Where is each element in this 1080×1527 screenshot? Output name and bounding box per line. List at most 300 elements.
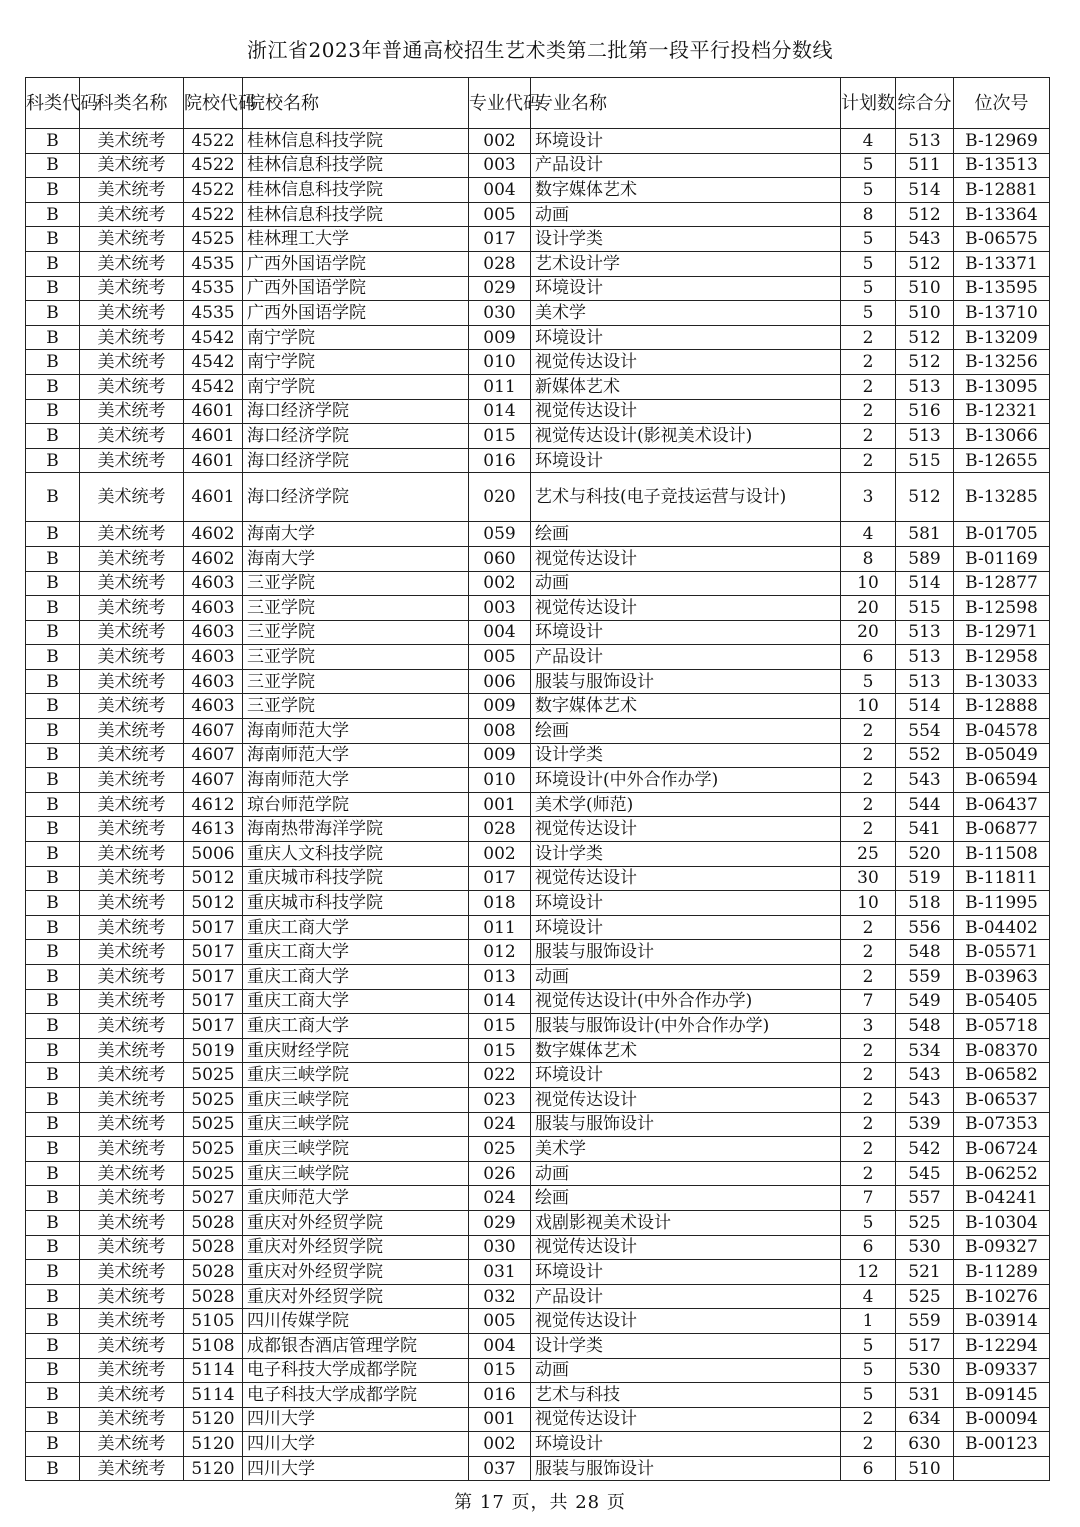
cell-school-name: 电子科技大学成都学院 <box>243 1383 469 1408</box>
cell-plan: 5 <box>841 669 896 694</box>
cell-subject-code: B <box>26 1161 80 1186</box>
header-major-code: 专业代码 <box>469 78 531 129</box>
cell-school-code: 5025 <box>184 1161 243 1186</box>
cell-major-name: 服装与服饰设计 <box>531 1112 841 1137</box>
header-plan: 计划数 <box>841 78 896 129</box>
cell-school-name: 桂林信息科技学院 <box>243 202 469 227</box>
cell-score: 512 <box>896 251 954 276</box>
table-row <box>26 1383 1050 1408</box>
cell-rank: B-11508 <box>954 842 1050 867</box>
cell-school-code: 5025 <box>184 1112 243 1137</box>
cell-plan: 30 <box>841 866 896 891</box>
cell-plan: 2 <box>841 940 896 965</box>
header-subject-name: 科类名称 <box>80 78 184 129</box>
table-row <box>26 1063 1050 1088</box>
table-row <box>26 473 1050 522</box>
cell-school-name: 三亚学院 <box>243 620 469 645</box>
cell-score: 548 <box>896 940 954 965</box>
table-row <box>26 1333 1050 1358</box>
table-row <box>26 1432 1050 1457</box>
cell-subject-name: 美术统考 <box>80 251 184 276</box>
cell-school-code: 5017 <box>184 989 243 1014</box>
table-row <box>26 374 1050 399</box>
cell-subject-code: B <box>26 1186 80 1211</box>
cell-school-code: 5025 <box>184 1063 243 1088</box>
cell-score: 510 <box>896 276 954 301</box>
table-row <box>26 866 1050 891</box>
cell-score: 548 <box>896 1014 954 1039</box>
cell-rank: B-07353 <box>954 1112 1050 1137</box>
cell-subject-code: B <box>26 301 80 326</box>
cell-plan: 2 <box>841 768 896 793</box>
cell-rank: B-05405 <box>954 989 1050 1014</box>
cell-score: 556 <box>896 915 954 940</box>
cell-school-code: 5012 <box>184 866 243 891</box>
cell-subject-code: B <box>26 1358 80 1383</box>
cell-school-code: 4607 <box>184 768 243 793</box>
table-row <box>26 251 1050 276</box>
table-row <box>26 202 1050 227</box>
cell-subject-name: 美术统考 <box>80 669 184 694</box>
cell-school-name: 海南师范大学 <box>243 768 469 793</box>
cell-subject-name: 美术统考 <box>80 1186 184 1211</box>
cell-subject-name: 美术统考 <box>80 1358 184 1383</box>
cell-score: 521 <box>896 1260 954 1285</box>
cell-rank: B-09337 <box>954 1358 1050 1383</box>
cell-school-name: 广西外国语学院 <box>243 276 469 301</box>
cell-major-code: 031 <box>469 1260 531 1285</box>
cell-major-name: 产品设计 <box>531 645 841 670</box>
cell-school-name: 重庆城市科技学院 <box>243 866 469 891</box>
cell-subject-code: B <box>26 399 80 424</box>
cell-major-name: 视觉传达设计 <box>531 1087 841 1112</box>
table-row <box>26 965 1050 990</box>
cell-plan: 2 <box>841 1161 896 1186</box>
cell-school-name: 海口经济学院 <box>243 448 469 473</box>
cell-score: 554 <box>896 719 954 744</box>
cell-rank: B-13095 <box>954 374 1050 399</box>
cell-plan: 2 <box>841 1407 896 1432</box>
cell-rank: B-11995 <box>954 891 1050 916</box>
cell-major-code: 002 <box>469 1432 531 1457</box>
cell-school-name: 重庆师范大学 <box>243 1186 469 1211</box>
cell-major-code: 016 <box>469 1383 531 1408</box>
cell-major-code: 005 <box>469 1309 531 1334</box>
cell-rank: B-00123 <box>954 1432 1050 1457</box>
cell-subject-code: B <box>26 1235 80 1260</box>
cell-score: 541 <box>896 817 954 842</box>
cell-major-code: 029 <box>469 1210 531 1235</box>
cell-rank: B-06252 <box>954 1161 1050 1186</box>
cell-major-name: 环境设计 <box>531 1432 841 1457</box>
cell-school-name: 重庆三峡学院 <box>243 1137 469 1162</box>
cell-score: 515 <box>896 596 954 621</box>
cell-rank: B-12877 <box>954 571 1050 596</box>
cell-school-code: 5012 <box>184 891 243 916</box>
cell-major-name: 新媒体艺术 <box>531 374 841 399</box>
cell-school-code: 4542 <box>184 350 243 375</box>
cell-major-name: 戏剧影视美术设计 <box>531 1210 841 1235</box>
cell-school-name: 海南大学 <box>243 546 469 571</box>
cell-subject-code: B <box>26 350 80 375</box>
cell-major-code: 014 <box>469 399 531 424</box>
table-row <box>26 1210 1050 1235</box>
table-row <box>26 129 1050 154</box>
cell-school-name: 南宁学院 <box>243 350 469 375</box>
cell-major-name: 动画 <box>531 571 841 596</box>
cell-major-code: 008 <box>469 719 531 744</box>
cell-rank: B-06724 <box>954 1137 1050 1162</box>
cell-school-name: 广西外国语学院 <box>243 301 469 326</box>
cell-school-code: 4603 <box>184 645 243 670</box>
cell-school-code: 5028 <box>184 1210 243 1235</box>
table-body <box>26 129 1050 1481</box>
cell-score: 517 <box>896 1333 954 1358</box>
cell-subject-code: B <box>26 1333 80 1358</box>
cell-subject-code: B <box>26 842 80 867</box>
cell-major-code: 009 <box>469 694 531 719</box>
header-score: 综合分 <box>896 78 954 129</box>
cell-school-code: 4602 <box>184 522 243 547</box>
cell-plan: 5 <box>841 251 896 276</box>
cell-subject-code: B <box>26 325 80 350</box>
cell-subject-name: 美术统考 <box>80 473 184 522</box>
cell-major-code: 005 <box>469 645 531 670</box>
cell-subject-name: 美术统考 <box>80 891 184 916</box>
table-row <box>26 940 1050 965</box>
cell-subject-code: B <box>26 1038 80 1063</box>
cell-school-code: 4613 <box>184 817 243 842</box>
cell-subject-code: B <box>26 891 80 916</box>
cell-school-name: 南宁学院 <box>243 325 469 350</box>
table-row <box>26 178 1050 203</box>
cell-plan: 10 <box>841 891 896 916</box>
table-row <box>26 817 1050 842</box>
cell-rank: B-12971 <box>954 620 1050 645</box>
cell-score: 511 <box>896 153 954 178</box>
cell-subject-code: B <box>26 178 80 203</box>
cell-major-name: 视觉传达设计 <box>531 817 841 842</box>
cell-subject-code: B <box>26 669 80 694</box>
cell-major-name: 设计学类 <box>531 842 841 867</box>
cell-major-code: 060 <box>469 546 531 571</box>
cell-subject-code: B <box>26 1112 80 1137</box>
cell-major-name: 动画 <box>531 1161 841 1186</box>
cell-school-code: 5017 <box>184 965 243 990</box>
cell-subject-code: B <box>26 645 80 670</box>
cell-subject-code: B <box>26 1260 80 1285</box>
cell-major-name: 环境设计 <box>531 1260 841 1285</box>
cell-major-code: 006 <box>469 669 531 694</box>
cell-major-code: 023 <box>469 1087 531 1112</box>
cell-rank: B-13710 <box>954 301 1050 326</box>
cell-subject-name: 美术统考 <box>80 915 184 940</box>
cell-rank: B-12655 <box>954 448 1050 473</box>
cell-school-name: 重庆三峡学院 <box>243 1087 469 1112</box>
cell-school-code: 4603 <box>184 620 243 645</box>
cell-subject-code: B <box>26 792 80 817</box>
cell-subject-code: B <box>26 251 80 276</box>
cell-school-code: 4601 <box>184 473 243 522</box>
cell-rank: B-03914 <box>954 1309 1050 1334</box>
table-row <box>26 915 1050 940</box>
cell-score: 516 <box>896 399 954 424</box>
cell-subject-code: B <box>26 1210 80 1235</box>
cell-school-code: 4522 <box>184 178 243 203</box>
cell-rank: B-05571 <box>954 940 1050 965</box>
cell-rank: B-06582 <box>954 1063 1050 1088</box>
table-row <box>26 1087 1050 1112</box>
cell-plan: 6 <box>841 1235 896 1260</box>
cell-subject-code: B <box>26 866 80 891</box>
cell-score: 514 <box>896 178 954 203</box>
cell-major-code: 016 <box>469 448 531 473</box>
cell-major-code: 017 <box>469 227 531 252</box>
cell-major-name: 视觉传达设计 <box>531 350 841 375</box>
cell-major-code: 018 <box>469 891 531 916</box>
cell-plan: 10 <box>841 694 896 719</box>
cell-major-name: 设计学类 <box>531 227 841 252</box>
table-row <box>26 989 1050 1014</box>
cell-school-name: 重庆工商大学 <box>243 965 469 990</box>
cell-major-code: 004 <box>469 178 531 203</box>
cell-score: 514 <box>896 571 954 596</box>
table-row <box>26 522 1050 547</box>
cell-plan: 2 <box>841 1087 896 1112</box>
cell-score: 510 <box>896 301 954 326</box>
cell-plan: 7 <box>841 989 896 1014</box>
cell-school-name: 海口经济学院 <box>243 424 469 449</box>
cell-school-name: 三亚学院 <box>243 694 469 719</box>
cell-major-name: 视觉传达设计(影视美术设计) <box>531 424 841 449</box>
cell-subject-code: B <box>26 719 80 744</box>
cell-school-name: 重庆对外经贸学院 <box>243 1210 469 1235</box>
cell-subject-code: B <box>26 1432 80 1457</box>
cell-school-name: 海南师范大学 <box>243 719 469 744</box>
cell-major-name: 动画 <box>531 965 841 990</box>
cell-major-code: 017 <box>469 866 531 891</box>
cell-school-code: 5028 <box>184 1260 243 1285</box>
cell-plan: 1 <box>841 1309 896 1334</box>
cell-major-name: 视觉传达设计 <box>531 399 841 424</box>
table-row <box>26 1186 1050 1211</box>
cell-subject-name: 美术统考 <box>80 1087 184 1112</box>
cell-major-code: 002 <box>469 571 531 596</box>
cell-plan: 7 <box>841 1186 896 1211</box>
cell-score: 549 <box>896 989 954 1014</box>
cell-rank: B-06537 <box>954 1087 1050 1112</box>
cell-plan: 2 <box>841 915 896 940</box>
cell-score: 525 <box>896 1284 954 1309</box>
cell-subject-code: B <box>26 743 80 768</box>
cell-subject-name: 美术统考 <box>80 178 184 203</box>
cell-rank: B-12881 <box>954 178 1050 203</box>
cell-subject-code: B <box>26 1456 80 1481</box>
cell-major-code: 020 <box>469 473 531 522</box>
cell-plan: 5 <box>841 301 896 326</box>
cell-score: 519 <box>896 866 954 891</box>
cell-score: 513 <box>896 374 954 399</box>
cell-school-name: 电子科技大学成都学院 <box>243 1358 469 1383</box>
cell-plan: 2 <box>841 325 896 350</box>
table-row <box>26 227 1050 252</box>
cell-plan: 8 <box>841 546 896 571</box>
cell-subject-code: B <box>26 276 80 301</box>
cell-major-name: 视觉传达设计 <box>531 1235 841 1260</box>
cell-subject-name: 美术统考 <box>80 1137 184 1162</box>
cell-subject-code: B <box>26 546 80 571</box>
cell-plan: 12 <box>841 1260 896 1285</box>
table-row <box>26 1407 1050 1432</box>
cell-major-name: 环境设计 <box>531 129 841 154</box>
page-title: 浙江省2023年普通高校招生艺术类第二批第一段平行投档分数线 <box>247 38 833 62</box>
cell-major-code: 030 <box>469 1235 531 1260</box>
cell-school-name: 三亚学院 <box>243 571 469 596</box>
cell-subject-code: B <box>26 1309 80 1334</box>
cell-plan: 5 <box>841 178 896 203</box>
table-row <box>26 424 1050 449</box>
cell-plan: 6 <box>841 645 896 670</box>
cell-major-code: 010 <box>469 768 531 793</box>
table-row <box>26 596 1050 621</box>
cell-school-code: 5120 <box>184 1432 243 1457</box>
cell-score: 630 <box>896 1432 954 1457</box>
table-row <box>26 743 1050 768</box>
cell-school-code: 5017 <box>184 940 243 965</box>
cell-subject-code: B <box>26 1383 80 1408</box>
cell-school-name: 海南热带海洋学院 <box>243 817 469 842</box>
cell-rank: B-06575 <box>954 227 1050 252</box>
cell-major-name: 产品设计 <box>531 1284 841 1309</box>
table-row <box>26 719 1050 744</box>
cell-subject-name: 美术统考 <box>80 301 184 326</box>
header-school-name: 院校名称 <box>243 78 469 129</box>
cell-plan: 2 <box>841 817 896 842</box>
cell-subject-name: 美术统考 <box>80 596 184 621</box>
cell-subject-name: 美术统考 <box>80 1383 184 1408</box>
header-rank: 位次号 <box>954 78 1050 129</box>
cell-major-name: 环境设计 <box>531 276 841 301</box>
cell-school-code: 4603 <box>184 669 243 694</box>
cell-major-name: 美术学 <box>531 1137 841 1162</box>
cell-rank: B-13595 <box>954 276 1050 301</box>
cell-plan: 2 <box>841 965 896 990</box>
cell-subject-code: B <box>26 473 80 522</box>
cell-major-name: 美术学 <box>531 301 841 326</box>
cell-school-code: 4542 <box>184 325 243 350</box>
table-row <box>26 768 1050 793</box>
cell-plan: 2 <box>841 350 896 375</box>
cell-rank: B-12969 <box>954 129 1050 154</box>
cell-rank: B-13513 <box>954 153 1050 178</box>
cell-subject-name: 美术统考 <box>80 965 184 990</box>
cell-subject-name: 美术统考 <box>80 1333 184 1358</box>
cell-school-code: 5028 <box>184 1235 243 1260</box>
cell-score: 531 <box>896 1383 954 1408</box>
cell-school-name: 重庆对外经贸学院 <box>243 1284 469 1309</box>
cell-school-code: 5108 <box>184 1333 243 1358</box>
table-row <box>26 792 1050 817</box>
cell-score: 512 <box>896 473 954 522</box>
cell-school-code: 4522 <box>184 202 243 227</box>
cell-major-name: 艺术设计学 <box>531 251 841 276</box>
cell-major-code: 015 <box>469 424 531 449</box>
header-school-code: 院校代码 <box>184 78 243 129</box>
cell-plan: 2 <box>841 792 896 817</box>
cell-school-code: 4612 <box>184 792 243 817</box>
table-row <box>26 1309 1050 1334</box>
cell-school-code: 5025 <box>184 1137 243 1162</box>
cell-subject-name: 美术统考 <box>80 645 184 670</box>
cell-school-name: 重庆工商大学 <box>243 1014 469 1039</box>
cell-major-code: 015 <box>469 1014 531 1039</box>
cell-school-name: 三亚学院 <box>243 645 469 670</box>
cell-major-code: 011 <box>469 374 531 399</box>
cell-school-name: 重庆三峡学院 <box>243 1161 469 1186</box>
cell-rank: B-11811 <box>954 866 1050 891</box>
cell-school-name: 重庆工商大学 <box>243 915 469 940</box>
cell-school-code: 5028 <box>184 1284 243 1309</box>
cell-rank: B-10304 <box>954 1210 1050 1235</box>
cell-score: 513 <box>896 620 954 645</box>
cell-score: 544 <box>896 792 954 817</box>
cell-rank: B-13371 <box>954 251 1050 276</box>
cell-major-name: 视觉传达设计 <box>531 866 841 891</box>
cell-school-name: 四川大学 <box>243 1456 469 1481</box>
cell-rank: B-13033 <box>954 669 1050 694</box>
cell-school-code: 5120 <box>184 1456 243 1481</box>
cell-subject-name: 美术统考 <box>80 350 184 375</box>
cell-major-name: 视觉传达设计 <box>531 1309 841 1334</box>
cell-subject-code: B <box>26 1087 80 1112</box>
cell-rank: B-06437 <box>954 792 1050 817</box>
cell-score: 530 <box>896 1235 954 1260</box>
table-row <box>26 301 1050 326</box>
cell-subject-code: B <box>26 1014 80 1039</box>
cell-rank: B-09327 <box>954 1235 1050 1260</box>
table-row <box>26 842 1050 867</box>
cell-score: 542 <box>896 1137 954 1162</box>
table-row <box>26 1284 1050 1309</box>
cell-score: 545 <box>896 1161 954 1186</box>
cell-subject-code: B <box>26 596 80 621</box>
cell-school-code: 5114 <box>184 1383 243 1408</box>
cell-score: 513 <box>896 424 954 449</box>
cell-score: 543 <box>896 227 954 252</box>
cell-school-code: 5027 <box>184 1186 243 1211</box>
cell-school-name: 海口经济学院 <box>243 473 469 522</box>
cell-plan: 3 <box>841 1014 896 1039</box>
cell-major-name: 环境设计 <box>531 891 841 916</box>
table-row <box>26 350 1050 375</box>
cell-rank: B-13256 <box>954 350 1050 375</box>
cell-plan: 2 <box>841 719 896 744</box>
cell-rank: B-13285 <box>954 473 1050 522</box>
cell-subject-code: B <box>26 448 80 473</box>
cell-score: 559 <box>896 965 954 990</box>
cell-plan: 2 <box>841 1063 896 1088</box>
cell-score: 512 <box>896 350 954 375</box>
cell-plan: 8 <box>841 202 896 227</box>
cell-rank: B-13066 <box>954 424 1050 449</box>
cell-major-name: 服装与服饰设计(中外合作办学) <box>531 1014 841 1039</box>
cell-score: 557 <box>896 1186 954 1211</box>
cell-major-name: 服装与服饰设计 <box>531 669 841 694</box>
table-row <box>26 620 1050 645</box>
cell-plan: 6 <box>841 1456 896 1481</box>
table-row <box>26 1161 1050 1186</box>
cell-major-code: 002 <box>469 129 531 154</box>
